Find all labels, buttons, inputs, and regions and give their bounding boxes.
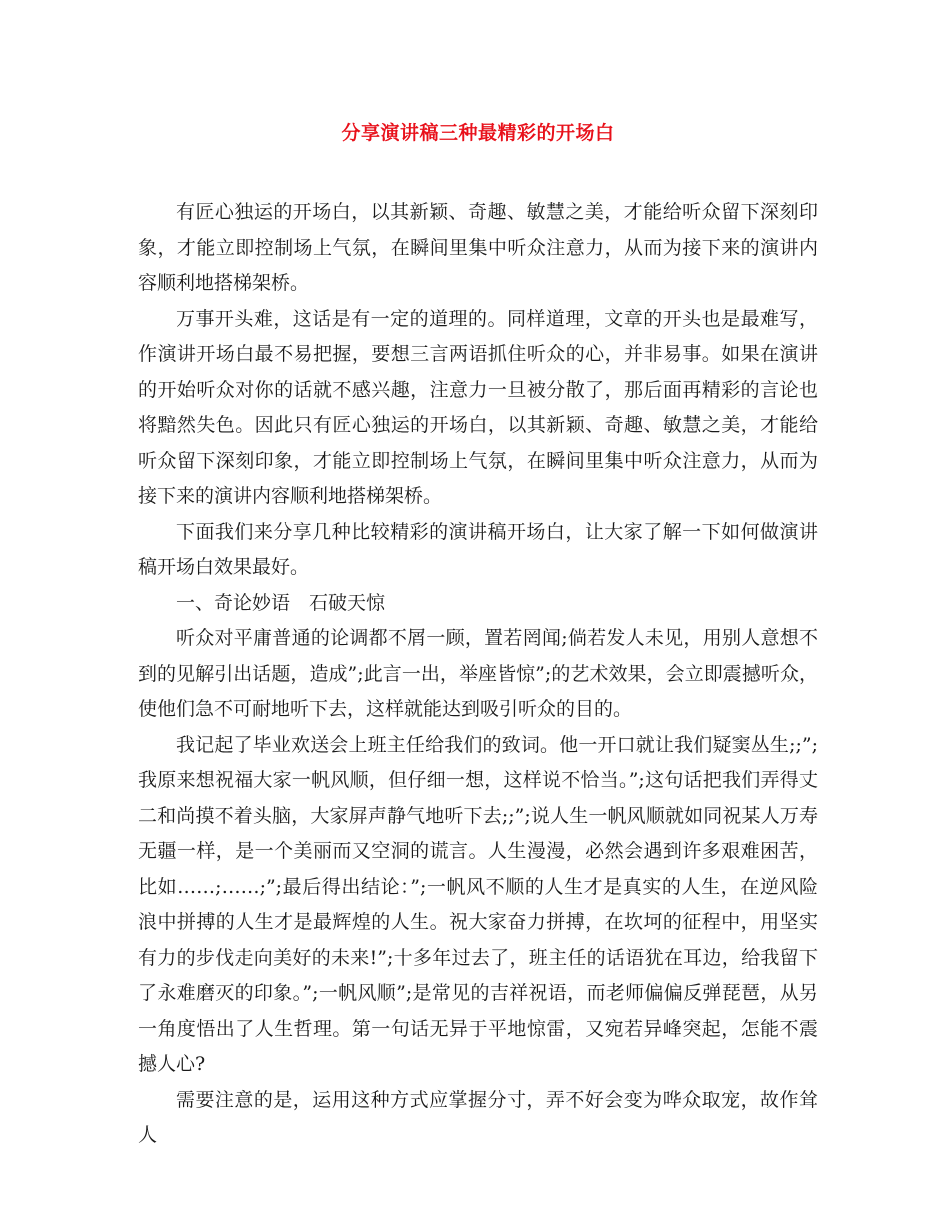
document-title: 分享演讲稿三种最精彩的开场白 xyxy=(341,122,615,144)
paragraph: 万事开头难，这话是有一定的道理的。同样道理，文章的开头也是最难写，作演讲开场白最不易把握，要想三言两语抓住听众的心，并非易事。如果在演讲的开始听众对你的话就不感兴趣，注意力一旦被分散了，那后面再精彩的言论也将黯然失色。因此只有匠心独运的开场白，以其新颖、奇趣、敏慧之美，才能给听众留下深刻印象，才能立即控制场上气氛，在瞬间里集中听众注意力，从而为接下来的演讲内容顺利地搭梯架桥。 xyxy=(138,307,818,507)
section-heading: 一、奇论妙语 石破天惊 xyxy=(176,591,386,614)
paragraph: 有匠心独运的开场白，以其新颖、奇趣、敏慧之美，才能给听众留下深刻印象，才能立即控制场上气氛，在瞬间里集中听众注意力，从而为接下来的演讲内容顺利地搭梯架桥。 xyxy=(138,201,818,294)
paragraph: 需要注意的是，运用这种方式应掌握分寸，弄不好会变为哗众取宠，故作耸人 xyxy=(138,1088,818,1146)
paragraph: 我记起了毕业欢送会上班主任给我们的致词。他一开口就让我们疑窦丛生;;”;我原来想祝福大家一帆风顺，但仔细一想，这样说不恰当。”;这句话把我们弄得丈二和尚摸不着头脑，大家屏声静气地听下去;;”;说人生一帆风顺就如同祝某人万寿无疆一样，是一个美丽而又空洞的谎言。人生漫漫，必然会遇到许多艰难困苦，比如……;……;”;最后得出结论：”;一帆风不顺的人生才是真实的人生，在逆风险浪中拼搏的人生才是最辉煌的人生。祝大家奋力拼搏，在坎坷的征程中，用坚实有力的步伐走向美好的未来!”;十多年过去了，班主任的话语犹在耳边，给我留下了永难磨灭的印象。”;一帆风顺”;是常见的吉祥祝语，而老师偏偏反弹琵琶，从另一角度悟出了人生哲理。第一句话无异于平地惊雷，又宛若异峰突起，怎能不震撼人心? xyxy=(138,733,818,1075)
paragraph: 下面我们来分享几种比较精彩的演讲稿开场白，让大家了解一下如何做演讲稿开场白效果最好。 xyxy=(138,520,818,578)
paragraph: 听众对平庸普通的论调都不屑一顾，置若罔闻;倘若发人未见，用别人意想不到的见解引出话题，造成”;此言一出，举座皆惊”;的艺术效果，会立即震撼听众，使他们急不可耐地听下去，这样就能达到吸引听众的目的。 xyxy=(138,627,818,720)
